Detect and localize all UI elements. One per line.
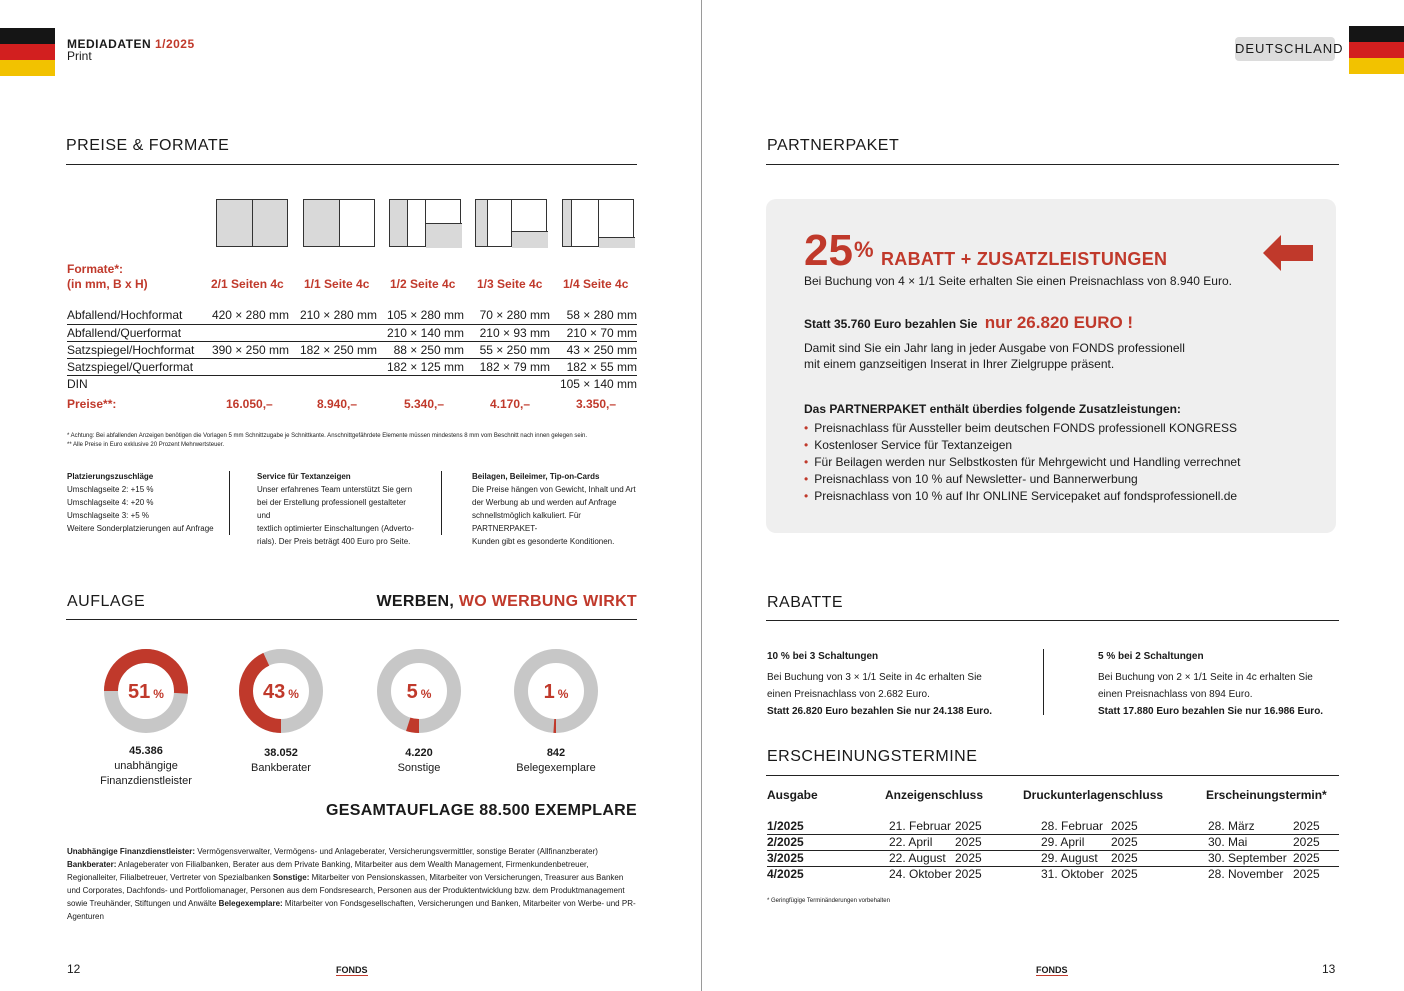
slogan-a: WERBEN, (376, 593, 455, 610)
table-row (67, 324, 637, 341)
donut-percent-sign: % (557, 687, 569, 701)
footnote-2: ** Alle Preise in Euro exklusive 20 Prozent Mehrwertsteuer. (67, 442, 225, 448)
desc-term: Sonstige: (272, 873, 310, 882)
column-header: 2/1 Seiten 4c (211, 277, 284, 291)
section-rule (766, 775, 1339, 776)
info-line: Kunden gibt es gesonderte Konditionen. (472, 537, 615, 546)
info-col-beilagen (472, 470, 637, 548)
slogan-b: WO WERBUNG WIRKT (458, 593, 637, 610)
table-cell: 2025 (1293, 818, 1339, 834)
list-item: • Kostenloser Service für Textanzeigen (804, 437, 1240, 454)
column-header: 1/2 Seite 4c (390, 277, 456, 291)
donut-percent-value: 1 (543, 681, 555, 703)
partner-text-line: mit einem ganzseitigen Inserat in Ihrer Zielgruppe präsent. (804, 357, 1115, 371)
price-value: 5.340,– (404, 397, 445, 411)
table-cell: 210 × 93 mm (464, 324, 550, 341)
table-row (767, 866, 1339, 882)
donut-chart-sonstige (376, 648, 462, 734)
table-cell: 22. April (885, 834, 955, 850)
table-cell: 2025 (1111, 850, 1208, 866)
header-title-text: MEDIADATEN (67, 37, 152, 51)
info-title: Beilagen, Beileimer, Tip-on-Cards (472, 472, 600, 481)
donut-label (86, 744, 206, 789)
section-rule (66, 619, 637, 620)
rabatt-title: 5 % bei 2 Schaltungen (1098, 651, 1204, 662)
list-item: • Preisnachlass von 10 % auf Newsletter- und Bannerwerbung (804, 471, 1240, 488)
row-label: Abfallend/Querformat (67, 324, 209, 341)
format-table (67, 307, 637, 392)
section-rule (766, 620, 1339, 621)
partner-text (804, 340, 1185, 372)
column-header: Erscheinungstermin* (1206, 788, 1327, 802)
table-row (767, 818, 1339, 834)
table-cell: 2025 (955, 834, 1041, 850)
price-value: 16.050,– (226, 397, 273, 411)
format-icon-2-1 (216, 199, 288, 247)
info-line: Umschlagseite 4: +20 % (67, 498, 154, 507)
donut-label-line: Sonstige (397, 762, 441, 774)
info-line: bei der Erstellung professionell gestalteter und (257, 498, 406, 520)
donut-percent-sign: % (153, 687, 164, 701)
page-number: 12 (67, 962, 81, 976)
column-header: 1/1 Seite 4c (304, 277, 370, 291)
desc-term: Unabhängige Finanzdienstleister: (67, 847, 196, 856)
section-rule (66, 164, 637, 165)
price-label: Preise**: (67, 397, 117, 411)
partner-box (766, 199, 1336, 533)
donut-percent-sign: % (420, 687, 432, 701)
partner-headline: RABATT + ZUSATZLEISTUNGEN (881, 249, 1168, 269)
country-badge: DEUTSCHLAND (1235, 37, 1335, 61)
rabatt-line: Statt 17.880 Euro bezahlen Sie nur 16.986 Euro. (1098, 706, 1324, 717)
table-cell (289, 358, 377, 375)
desc-text: Mitarbeiter von Pensionskassen, Mitarbeiter von Versicherungen, Treasurer aus Banken und Corporates, Dachfonds- und Portfoliomanager, Personen aus dem Fondsresearch, Personen aus der Produktentwicklung bzw. dem Produktmanagement sowie Treuhänder, Stiftungen und Anwälte (67, 873, 625, 908)
row-label: Satzspiegel/Hochformat (67, 341, 209, 358)
info-line: Unser erfahrenes Team unterstützt Sie gern (257, 485, 413, 494)
right-page (702, 0, 1404, 991)
table-cell (289, 375, 377, 392)
donut-percent-value: 43 (263, 681, 286, 703)
header-subtitle: Print (67, 49, 92, 63)
table-cell: 2025 (955, 850, 1041, 866)
table-cell: 70 × 280 mm (464, 307, 550, 324)
table-cell: 4/2025 (767, 867, 804, 882)
table-row (67, 375, 637, 392)
info-line: Weitere Sonderplatzierungen auf Anfrage (67, 524, 214, 533)
arrow-left-icon (1263, 235, 1315, 271)
donut-track (384, 656, 454, 726)
table-cell (209, 375, 289, 392)
row-label: Satzspiegel/Querformat (67, 358, 209, 375)
table-cell: 28. März (1208, 818, 1293, 834)
slogan (376, 593, 637, 611)
donut-percent-label (544, 681, 569, 703)
table-cell: 28. November (1208, 867, 1284, 882)
table-cell: 2025 (1293, 850, 1339, 866)
partner-bullets (804, 420, 1240, 505)
termine-table (767, 818, 1339, 882)
info-col-service (257, 470, 417, 548)
german-flag-icon (1349, 26, 1404, 74)
table-cell: 30. September (1208, 850, 1293, 866)
table-cell: 105 × 140 mm (559, 376, 637, 391)
price-value: 3.350,– (576, 397, 617, 411)
info-title: Platzierungszuschläge (67, 472, 154, 481)
desc-text: Mitarbeiter von Fondsgesellschaften, Versicherungen und Banken, Mitarbeiter von Werbe- und PR-Agenturen (67, 899, 636, 921)
table-cell: 24. Oktober (889, 867, 952, 882)
table-cell (377, 375, 464, 392)
gesamtauflage: GESAMTAUFLAGE 88.500 EXEMPLARE (326, 802, 637, 819)
table-cell: 2025 (955, 867, 982, 882)
donut-label-line: Finanzdienstleister (100, 775, 192, 787)
donut-label (221, 746, 341, 776)
table-cell: 55 × 250 mm (464, 341, 550, 358)
table-cell: 22. August (885, 850, 955, 866)
footnote-1: * Achtung: Bei abfallenden Anzeigen benötigen die Vorlagen 5 mm Schnittzugabe je Schnittkante. Anschnittgefährdete Elemente müssen mindestens 8 mm vom Beschnitt nach innen gelegen sein. (67, 433, 587, 439)
column-header: 1/4 Seite 4c (563, 277, 629, 291)
price-value: 4.170,– (490, 397, 531, 411)
partner-big-number: 25 (804, 226, 853, 275)
rabatt-title: 10 % bei 3 Schaltungen (767, 651, 879, 662)
table-cell: 105 × 280 mm (377, 307, 464, 324)
partner-pct: % (854, 237, 874, 262)
info-line: rials). Der Preis beträgt 400 Euro pro Seite. (257, 537, 411, 546)
donut-percent-label (128, 681, 164, 703)
partner-statt-text: Statt 35.760 Euro bezahlen Sie (804, 317, 978, 331)
table-cell: 2025 (1111, 818, 1208, 834)
section-rule (766, 164, 1339, 165)
column-header: Druckunterlagenschluss (1023, 788, 1164, 802)
desc-term: Bankberater: (67, 860, 117, 869)
desc-term: Belegexemplare: (218, 899, 283, 908)
table-cell (209, 324, 289, 341)
table-cell: 21. Februar (885, 818, 955, 834)
format-label (67, 262, 148, 292)
table-cell: 3/2025 (767, 850, 885, 866)
header-issue: 1/2025 (154, 37, 195, 51)
partner-extra-title: Das PARTNERPAKET enthält überdies folgende Zusatzleistungen: (804, 402, 1181, 416)
table-cell: 1/2025 (767, 818, 885, 834)
section-title-preise: PREISE & FORMATE (66, 137, 230, 154)
donut-percent-sign: % (288, 687, 299, 701)
info-line: textlich optimierter Einschaltungen (Adverto- (257, 524, 414, 533)
donut-percent-value: 5 (406, 681, 418, 703)
rabatt-line: Statt 26.820 Euro bezahlen Sie nur 24.138 Euro. (767, 706, 993, 717)
footnotes (67, 432, 637, 450)
page-number: 13 (1322, 962, 1336, 976)
table-cell: 88 × 250 mm (377, 341, 464, 358)
row-label: Abfallend/Hochformat (67, 307, 209, 324)
table-cell: 182 × 55 mm (550, 358, 637, 375)
donut-label-line: Bankberater (251, 762, 311, 774)
table-row (767, 834, 1339, 850)
rabatt-10 (767, 648, 1037, 720)
auflage-description (67, 845, 637, 923)
info-divider (229, 471, 230, 535)
donut-label (496, 746, 616, 776)
table-row (67, 341, 637, 358)
donut-track (521, 656, 591, 726)
donut-percent-label (407, 681, 432, 703)
table-cell: 210 × 70 mm (550, 324, 637, 341)
format-label-line2: (in mm, B x H) (67, 277, 148, 291)
table-row (67, 307, 637, 324)
info-line: Umschlagseite 2: +15 % (67, 485, 154, 494)
donut-count: 842 (546, 747, 566, 759)
table-cell: 182 × 125 mm (377, 358, 464, 375)
partner-text-line: Damit sind Sie ein Jahr lang in jeder Ausgabe von FONDS professionell (804, 341, 1185, 355)
info-line: der Werbung ab und werden auf Anfrage (472, 498, 617, 507)
info-title: Service für Textanzeigen (257, 472, 351, 481)
column-header: 1/3 Seite 4c (477, 277, 543, 291)
section-title-rabatte: RABATTE (767, 594, 844, 611)
table-cell (464, 375, 550, 392)
info-line: schnellstmöglich kalkuliert. Für PARTNERPAKET- (472, 511, 581, 533)
info-divider (441, 471, 442, 535)
rabatt-line: einen Preisnachlass von 894 Euro. (1098, 689, 1253, 700)
table-cell: 420 × 280 mm (209, 307, 289, 324)
table-cell: 2025 (1111, 834, 1208, 850)
table-cell: 2025 (1293, 867, 1320, 882)
format-icon-1-4 (562, 199, 634, 247)
rabatt-5 (1098, 648, 1338, 720)
rabatt-line: Bei Buchung von 2 × 1/1 Seite in 4c erhalten Sie (1098, 672, 1313, 683)
column-header: Ausgabe (767, 788, 818, 802)
donut-label (359, 746, 479, 776)
donut-chart-belegexemplare (513, 648, 599, 734)
table-cell: 210 × 140 mm (377, 324, 464, 341)
table-cell: 28. Februar (1041, 818, 1111, 834)
table-cell (209, 358, 289, 375)
desc-text: Anlageberater von Filialbanken, Berater aus dem Private Banking, Mitarbeiter aus dem Wealth Management, Firmenkundenbetreuer, Regionalleiter, Filialbetreuer, Vertreter von Spezialbanken (67, 860, 589, 882)
fonds-logo: FONDS (336, 965, 368, 975)
table-cell: 30. Mai (1208, 834, 1293, 850)
table-cell: 29. August (1041, 850, 1111, 866)
rabatt-line: einen Preisnachlass von 2.682 Euro. (767, 689, 930, 700)
section-title-termine: ERSCHEINUNGSTERMINE (767, 748, 978, 765)
fonds-logo: FONDS (1036, 965, 1068, 975)
info-line: Umschlagseite 3: +5 % (67, 511, 150, 520)
column-header: Anzeigenschluss (885, 788, 984, 802)
row-label: DIN (67, 376, 88, 391)
donut-count: 38.052 (264, 747, 298, 759)
format-icon-1-2 (389, 199, 461, 247)
table-cell: 390 × 250 mm (209, 341, 289, 358)
table-cell: 43 × 250 mm (550, 341, 637, 358)
donut-percent-value: 51 (128, 681, 151, 703)
table-cell: 29. April (1041, 834, 1111, 850)
donut-count: 45.386 (129, 745, 163, 757)
rabatt-line: Bei Buchung von 3 × 1/1 Seite in 4c erhalten Sie (767, 672, 982, 683)
donut-chart-bankberater (238, 648, 324, 734)
partner-statt (804, 313, 1133, 333)
price-value: 8.940,– (317, 397, 358, 411)
format-icon-1-3 (475, 199, 547, 247)
table-cell: 182 × 250 mm (289, 341, 377, 358)
donut-label-line: Belegexemplare (516, 762, 596, 774)
partner-nur: nur 26.820 EURO ! (984, 313, 1134, 332)
info-col-platzierung (67, 470, 222, 535)
info-line: Die Preise hängen von Gewicht, Inhalt und Art (472, 485, 636, 494)
format-label-line1: Formate*: (67, 262, 124, 276)
list-item: • Preisnachlass von 10 % auf Ihr ONLINE Servicepaket auf fondsprofessionell.de (804, 488, 1240, 505)
table-row (67, 358, 637, 375)
table-cell: 2025 (955, 818, 1041, 834)
table-row (767, 850, 1339, 866)
table-cell: 58 × 280 mm (550, 307, 637, 324)
table-cell: 210 × 280 mm (289, 307, 377, 324)
desc-text: Vermögensverwalter, Vermögens- und Anlageberater, Versicherungsvermittler, sonstige Berater (Allfinanzberater) (195, 847, 598, 856)
table-cell: 2025 (1111, 867, 1138, 882)
list-item: • Preisnachlass für Aussteller beim deutschen FONDS professionell KONGRESS (804, 420, 1240, 437)
section-title-auflage: AUFLAGE (67, 593, 146, 610)
donut-label-line: unabhängige (114, 760, 178, 772)
termine-footnote: * Geringfügige Terminänderungen vorbehalten (767, 898, 890, 904)
rabatt-divider (1043, 649, 1044, 715)
donut-percent-label (263, 681, 299, 703)
donut-chart-finanzdienstleister (103, 648, 189, 734)
section-title-partner: PARTNERPAKET (767, 137, 900, 154)
table-cell: 182 × 79 mm (464, 358, 550, 375)
table-cell: 2/2025 (767, 834, 885, 850)
format-icon-1-1 (303, 199, 375, 247)
partner-line1: Bei Buchung von 4 × 1/1 Seite erhalten Sie einen Preisnachlass von 8.940 Euro. (804, 274, 1232, 288)
list-item: • Für Beilagen werden nur Selbstkosten für Mehrgewicht und Handling verrechnet (804, 454, 1240, 471)
donut-count: 4.220 (405, 747, 433, 759)
table-cell (289, 324, 377, 341)
table-cell: 2025 (1293, 834, 1339, 850)
table-cell: 31. Oktober (1041, 867, 1104, 882)
german-flag-icon (0, 28, 55, 76)
